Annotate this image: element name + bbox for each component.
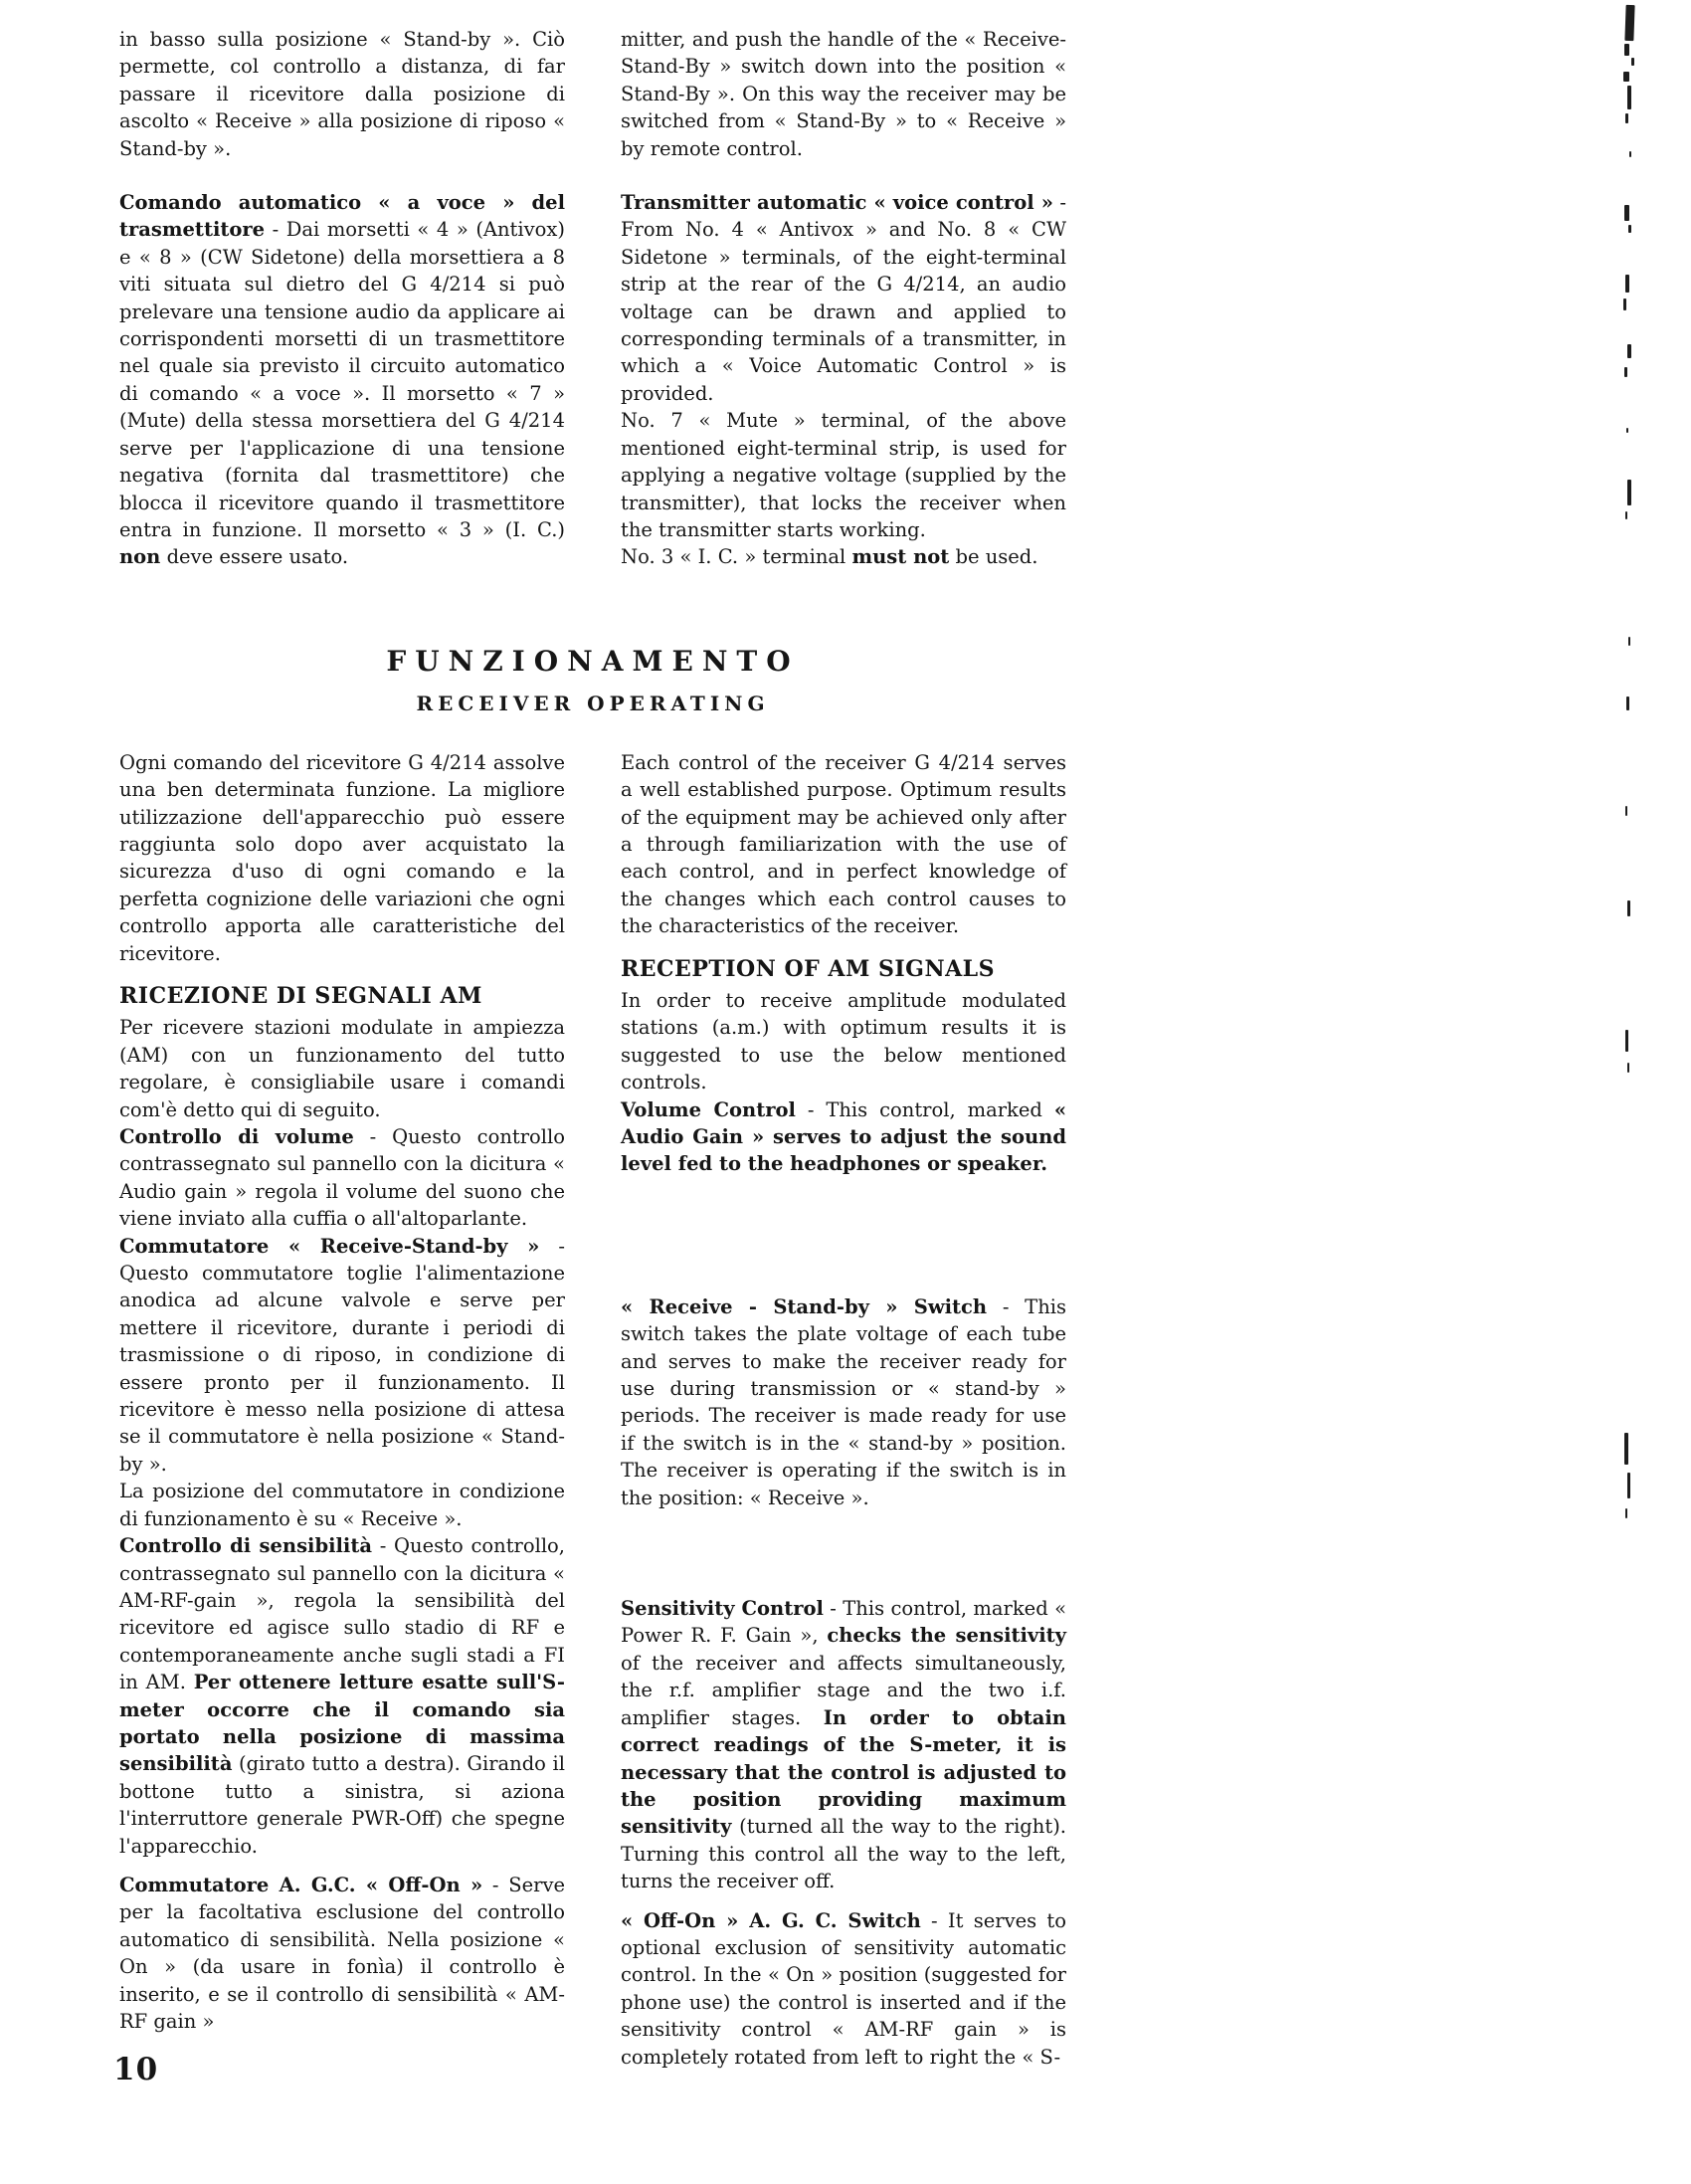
- bottom-columns: [119, 749, 1066, 2071]
- top-left-column: [119, 26, 565, 571]
- scan-artifact-mark: [1624, 1433, 1628, 1465]
- scan-artifact-mark: [1626, 428, 1628, 433]
- paragraph: « Receive - Stand-by » Switch - This switch takes the plate voltage of each tube and serves to make the receiver ready for use during transmission or « stand-by » periods. The receiver is made ready for use if the switch is in the « stand-by » position. The receiver is operating if the switch is in the position: « Receive ».: [621, 1294, 1066, 1509]
- page-number: 10: [113, 2052, 159, 2087]
- scan-artifact-mark: [1627, 344, 1631, 358]
- bottom-left-column: [119, 749, 565, 2071]
- scan-artifact-mark: [1627, 900, 1630, 916]
- scan-artifact-mark: [1626, 696, 1629, 710]
- scan-artifact-mark: [1628, 637, 1630, 646]
- scan-artifact-mark: [1631, 58, 1634, 66]
- page-content: [119, 26, 1066, 2071]
- scan-artifact-mark: [1625, 113, 1628, 123]
- paragraph: Per ricevere stazioni modulate in ampiezza (AM) con un funzionamento del tutto regolare, è consigliabile usare i comandi com'è detto qui di seguito.: [119, 1016, 565, 1121]
- paragraph: No. 3 « I. C. » terminal must not be used.: [621, 545, 1038, 569]
- scan-artifact-mark: [1628, 225, 1631, 233]
- scan-artifact-mark: [1624, 5, 1634, 41]
- top-right-column: [621, 26, 1066, 571]
- scan-artifact-mark: [1627, 86, 1631, 109]
- scan-artifact-mark: [1627, 480, 1631, 505]
- paragraph: in basso sulla posizione « Stand-by ». Ciò permette, col controllo a distanza, di far passare il ricevitore dalla posizione di ascolto « Receive » alla posizione di riposo « Stand-by ».: [119, 28, 565, 160]
- bottom-right-column: [621, 749, 1066, 2071]
- paragraph: Ogni comando del ricevitore G 4/214 assolve una ben determinata funzione. La migliore utilizzazione dell'apparecchio può essere raggiunta solo dopo aver acquistato la sicurezza d'uso di ogni comando e la perfetta cognizione delle variazioni che ogni controllo apporta alle caratteristiche del ricevitore.: [119, 750, 565, 965]
- top-columns: [119, 26, 1066, 571]
- paragraph: Commutatore « Receive-Stand-by » - Questo commutatore toglie l'alimentazione anodica ad alcune valvole e serve per mettere il ricevitore, durante i periodi di trasmissione o di riposo, in condizione di essere pronto per il funzionamento. Il ricevitore è messo nella posizione di attesa se il commutatore è nella posizione « Stand-by ».: [119, 1234, 565, 1476]
- paragraph: Sensitivity Control - This control, marked « Power R. F. Gain », checks the sensitivity of the receiver and affects simultaneously, the r.f. amplifier stage and the two i.f. amplifier stages. In order to obtain correct readings of the S-meter, it is necessary that the control is adjusted to the position providing maximum sensitivity (turned all the way to the right). Turning this control all the way to the left, turns the receiver off.: [621, 1597, 1066, 1893]
- scan-artifact-mark: [1627, 1063, 1629, 1073]
- scan-artifact-mark: [1625, 275, 1629, 293]
- scan-artifact-mark: [1624, 205, 1629, 221]
- paragraph: « Off-On » A. G. C. Switch - It serves to optional exclusion of sensitivity automatic control. In the « On » position (suggested for phone use) the control is inserted and if the sensitivity control « AM-RF gain » is completely rotated from left to right the « S-: [621, 1908, 1066, 2069]
- paragraph: Transmitter automatic « voice control » - From No. 4 « Antivox » and No. 8 « CW Sidetone » terminals, of the eight-terminal strip at the rear of the G 4/214, an audio voltage can be drawn and applied to corresponding terminals of a transmitter, in which a « Voice Automatic Control » is provided.: [621, 191, 1066, 405]
- scan-artifact-mark: [1624, 367, 1627, 377]
- section-heading-italian: RICEZIONE DI SEGNALI AM: [119, 982, 482, 1009]
- section-heading-english: RECEPTION OF AM SIGNALS: [621, 955, 995, 982]
- paragraph: In order to receive amplitude modulated stations (a.m.) with optimum results it is suggested to use the below mentioned controls.: [621, 988, 1066, 1094]
- chapter-title-english: RECEIVER OPERATING: [416, 691, 770, 715]
- scan-artifact-mark: [1625, 1508, 1627, 1518]
- scan-artifact-mark: [1627, 1473, 1630, 1498]
- scan-artifact-mark: [1623, 298, 1626, 310]
- scan-artifact-mark: [1629, 151, 1631, 157]
- paragraph: No. 7 « Mute » terminal, of the above mentioned eight-terminal strip, is used for applying a negative voltage (supplied by the transmitter), that locks the receiver when the transmitter starts working.: [621, 409, 1066, 541]
- scan-artifact-mark: [1623, 72, 1629, 82]
- scan-artifact-mark: [1625, 511, 1627, 519]
- chapter-title-italian: FUNZIONAMENTO: [386, 644, 800, 678]
- paragraph: Commutatore A. G.C. « Off-On » - Serve per la facoltativa esclusione del controllo automatico di sensibilità. Nella posizione « On » (da usare in fonìa) il controllo è inserito, e se il controllo di sensibilità « AM-RF gain »: [119, 1873, 565, 2033]
- paragraph: Controllo di volume - Questo controllo contrassegnato sul pannello con la dicitura « Audio gain » regola il volume del suono che viene inviato alla cuffia o all'altoparlante.: [119, 1125, 565, 1231]
- scan-artifact-mark: [1624, 44, 1629, 56]
- paragraph: Volume Control - This control, marked « Audio Gain » serves to adjust the sound level fed to the headphones or speaker.: [621, 1097, 1066, 1176]
- scan-artifact-mark: [1625, 1030, 1628, 1052]
- paragraph: Controllo di sensibilità - Questo controllo, contrassegnato sul pannello con la dicitura « AM-RF-gain », regola la sensibilità del ricevitore ed agisce sullo stadio di RF e contemporaneamente anche sugli stadi a FI in AM. Per ottenere letture esatte sull'S-meter occorre che il comando sia portato nella posizione di massima sensibilità (girato tutto a destra). Girando il bottone tutto a sinistra, si aziona l'interruttore generale PWR-Off) che spegne l'apparecchio.: [119, 1534, 565, 1858]
- scan-artifact-mark: [1625, 806, 1627, 816]
- paragraph: La posizione del commutatore in condizione di funzionamento è su « Receive ».: [119, 1480, 565, 1530]
- paragraph: mitter, and push the handle of the « Receive-Stand-By » switch down into the position « Stand-By ». On this way the receiver may be switched from « Stand-By » to « Receive » by remote control.: [621, 28, 1066, 160]
- chapter-heading-block: [119, 645, 1066, 715]
- paragraph: Comando automatico « a voce » del trasmettitore - Dai morsetti « 4 » (Antivox) e « 8 » (CW Sidetone) della morsettiera a 8 viti situata sul dietro del G 4/214 si può prelevare una tensione audio da applicare ai corrispondenti morsetti di un trasmettitore nel quale sia previsto il circuito automatico di comando « a voce ». Il morsetto « 7 » (Mute) della stessa morsettiera del G 4/214 serve per l'applicazione di una tensione negativa (fornita dal trasmettitore) che blocca il ricevitore quando il trasmettitore entra in funzione. Il morsetto « 3 » (I. C.) non deve essere usato.: [119, 191, 565, 569]
- paragraph: Each control of the receiver G 4/214 serves a well established purpose. Optimum results of the equipment may be achieved only after a through familiarization with the use of each control, and in perfect knowledge of the changes which each control causes to the characteristics of the receiver.: [621, 750, 1066, 938]
